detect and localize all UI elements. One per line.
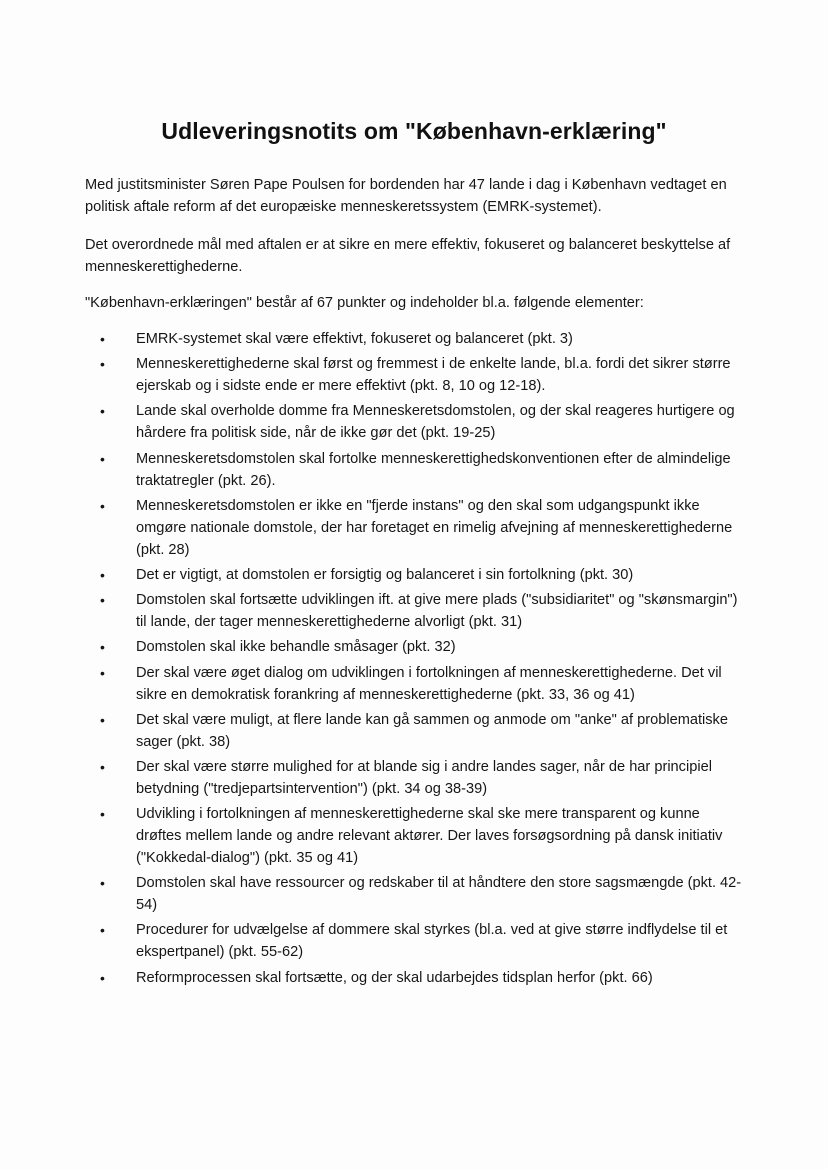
- bullet-icon: •: [100, 875, 105, 892]
- list-item: [0, 756, 828, 800]
- list-item-text: Udvikling i fortolkningen af menneskerettighederne skal ske mere transparent og kunne drøftes mellem lande og andre relevant aktører. Der laves forsøgsordning på dansk initiativ ("Kokkedal-dialog") (pkt. 35 og 41): [136, 806, 723, 867]
- list-item-text: Det skal være muligt, at flere lande kan gå sammen og anmode om "anke" af problematiske sager (pkt. 38): [136, 711, 728, 750]
- list-item: [0, 636, 828, 658]
- document-title: Udleveringsnotits om "København-erklæring": [161, 118, 667, 144]
- bullet-icon: •: [100, 403, 105, 420]
- elements-bullet-list: [0, 328, 828, 992]
- list-item: [0, 400, 828, 444]
- list-item: [0, 967, 828, 989]
- bullet-icon: •: [100, 566, 105, 583]
- list-item: [0, 709, 828, 753]
- list-item-text: EMRK-systemet skal være effektivt, fokuseret og balanceret (pkt. 3): [136, 331, 573, 347]
- list-item-text: Det er vigtigt, at domstolen er forsigtig og balanceret i sin fortolkning (pkt. 30): [136, 566, 634, 583]
- list-item: [0, 564, 828, 586]
- bullet-icon: •: [100, 806, 105, 823]
- list-item-text: Procedurer for udvælgelse af dommere skal styrkes (bl.a. ved at give større indflydelse til et ekspertpanel) (pkt. 55-62): [136, 922, 728, 961]
- bullet-icon: •: [100, 331, 105, 347]
- elements-intro-paragraph: "København-erklæringen" består af 67 punkter og indeholder bl.a. følgende elementer:: [85, 295, 644, 311]
- list-item-text: Menneskerettighederne skal først og fremmest i de enkelte lande, bl.a. fordi det sikrer større ejerskab og i sidste ende er mere effektivt (pkt. 8, 10 og 12-18).: [136, 356, 731, 395]
- list-item: [0, 495, 828, 561]
- list-item-text: Menneskeretsdomstolen er ikke en "fjerde instans" og den skal som udgangspunkt ikke omgøre nationale domstole, der har foretaget en rimelig afvejning af menneskerettighederne (pkt. 28): [136, 497, 733, 558]
- bullet-icon: •: [100, 711, 105, 728]
- list-item-text: Lande skal overholde domme fra Menneskeretsdomstolen, og der skal reageres hurtigere og hårdere fra politisk side, når de ikke gør det (pkt. 19-25): [136, 403, 735, 442]
- list-item: [0, 872, 828, 916]
- list-item: [0, 448, 828, 492]
- list-item: [0, 328, 828, 350]
- intro-paragraph: Med justitsminister Søren Pape Poulsen for bordenden har 47 lande i dag i København vedtaget en politisk aftale reform af det europæiske menneskeretssystem (EMRK-systemet).: [85, 177, 727, 215]
- bullet-icon: •: [100, 592, 105, 609]
- list-item: [0, 589, 828, 633]
- list-item: [0, 803, 828, 869]
- bullet-icon: •: [100, 969, 105, 986]
- list-item: [0, 662, 828, 706]
- bullet-icon: •: [100, 922, 105, 939]
- bullet-icon: •: [100, 497, 105, 514]
- list-item-text: Domstolen skal have ressourcer og redskaber til at håndtere den store sagsmængde (pkt. 42-54): [136, 875, 742, 914]
- list-item-text: Der skal være øget dialog om udviklingen i fortolkningen af menneskerettighederne. Det vil sikre en demokratisk forankring af menneskerettighederne (pkt. 33, 36 og 41): [136, 664, 722, 703]
- list-item: [0, 353, 828, 397]
- list-item-text: Reformprocessen skal fortsætte, og der skal udarbejdes tidsplan herfor (pkt. 66): [136, 969, 653, 986]
- list-item-text: Menneskeretsdomstolen skal fortolke menneskerettighedskonventionen efter de almindelige traktatregler (pkt. 26).: [136, 450, 731, 489]
- bullet-icon: •: [100, 639, 105, 656]
- bullet-icon: •: [100, 758, 105, 775]
- bullet-icon: •: [100, 356, 105, 373]
- list-item-text: Der skal være større mulighed for at blande sig i andre landes sager, når de har principiel betydning ("tredjepartsintervention") (pkt. 34 og 38-39): [136, 758, 712, 797]
- bullet-icon: •: [100, 450, 105, 467]
- list-item-text: Domstolen skal fortsætte udviklingen ift. at give mere plads ("subsidiaritet" og "skønsmargin") til lande, der tager menneskerettighederne alvorligt (pkt. 31): [136, 592, 738, 631]
- goal-paragraph: Det overordnede mål med aftalen er at sikre en mere effektiv, fokuseret og balanceret beskyttelse af menneskerettighederne.: [85, 237, 731, 275]
- bullet-icon: •: [100, 664, 105, 681]
- list-item-text: Domstolen skal ikke behandle småsager (pkt. 32): [136, 639, 456, 656]
- list-item: [0, 919, 828, 963]
